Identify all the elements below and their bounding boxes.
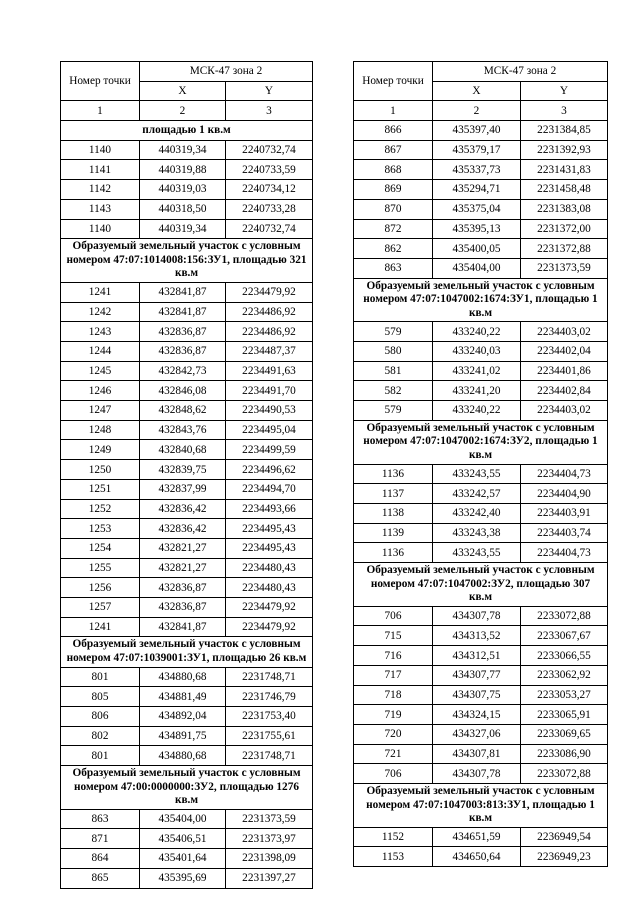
table-row — [354, 121, 608, 141]
y-coordinate-cell: 2234486,92 — [226, 322, 313, 342]
y-coordinate-cell: 2231753,40 — [226, 706, 313, 726]
table-row — [61, 578, 313, 598]
column-number: 3 — [226, 101, 313, 121]
x-coordinate-cell: 434307,78 — [433, 606, 521, 626]
point-number-cell: 580 — [354, 342, 433, 362]
table-row — [61, 180, 313, 200]
y-coordinate-cell: 2234479,92 — [226, 282, 313, 302]
x-coordinate-cell: 432848,62 — [140, 401, 226, 421]
x-coordinate-cell: 434651,59 — [433, 827, 521, 847]
y-coordinate-cell: 2236949,23 — [521, 847, 608, 867]
x-coordinate-cell: 432843,76 — [140, 420, 226, 440]
table-row — [354, 239, 608, 259]
point-number-cell: 1248 — [61, 420, 140, 440]
y-coordinate-cell: 2234402,84 — [521, 381, 608, 401]
table-row — [61, 617, 313, 637]
point-number-cell: 1143 — [61, 199, 140, 219]
y-coordinate-cell: 2234495,04 — [226, 420, 313, 440]
y-coordinate-cell: 2234402,04 — [521, 342, 608, 362]
table-row — [354, 401, 608, 421]
column-number: 1 — [61, 101, 140, 121]
x-coordinate-cell: 435395,69 — [140, 868, 226, 888]
x-coordinate-cell: 434324,15 — [433, 705, 521, 725]
point-number-cell: 720 — [354, 724, 433, 744]
y-coordinate-cell: 2231431,83 — [521, 160, 608, 180]
table-row — [354, 724, 608, 744]
y-coordinate-cell: 2234494,70 — [226, 479, 313, 499]
x-coordinate-cell: 432821,27 — [140, 538, 226, 558]
table-row — [354, 606, 608, 626]
point-number-cell: 1140 — [61, 219, 140, 239]
x-coordinate-cell: 434307,75 — [433, 685, 521, 705]
point-number-cell: 1136 — [354, 543, 433, 563]
y-coordinate-cell: 2233066,55 — [521, 646, 608, 666]
point-number-cell: 1242 — [61, 302, 140, 322]
y-coordinate-cell: 2234490,53 — [226, 401, 313, 421]
x-coordinate-cell: 433241,20 — [433, 381, 521, 401]
point-number-cell: 871 — [61, 829, 140, 849]
table-row — [61, 199, 313, 219]
x-coordinate-cell: 433240,22 — [433, 401, 521, 421]
point-number-cell: 717 — [354, 665, 433, 685]
table-row — [61, 282, 313, 302]
y-coordinate-cell: 2234480,43 — [226, 558, 313, 578]
y-coordinate-cell: 2240733,59 — [226, 160, 313, 180]
table-row — [354, 258, 608, 278]
point-number-cell: 1256 — [61, 578, 140, 598]
point-number-cell: 1245 — [61, 361, 140, 381]
point-number-cell: 706 — [354, 764, 433, 784]
section-title: Образуемый земельный участок с условным номером 47:07:1047003:813:ЗУ1, площадью 1 кв.м — [354, 783, 608, 827]
table-row — [354, 764, 608, 784]
y-coordinate-cell: 2234491,63 — [226, 361, 313, 381]
x-coordinate-cell: 433241,02 — [433, 361, 521, 381]
table-row — [61, 706, 313, 726]
table-row — [354, 484, 608, 504]
section-title: Образуемый земельный участок с условным номером 47:00:0000000:ЗУ2, площадью 1276 кв.м — [61, 765, 313, 809]
x-coordinate-cell: 432841,87 — [140, 282, 226, 302]
crs-header: МСК-47 зона 2 — [433, 62, 608, 82]
point-number-header: Номер точки — [354, 62, 433, 101]
y-coordinate-cell: 2231373,59 — [521, 258, 608, 278]
point-number-cell: 1249 — [61, 440, 140, 460]
point-number-cell: 806 — [61, 706, 140, 726]
point-number-cell: 579 — [354, 401, 433, 421]
table-row — [61, 829, 313, 849]
y-coordinate-cell: 2234403,91 — [521, 503, 608, 523]
point-number-cell: 1138 — [354, 503, 433, 523]
table-row — [61, 140, 313, 160]
point-number-cell: 1152 — [354, 827, 433, 847]
point-number-cell: 805 — [61, 687, 140, 707]
table-row — [354, 665, 608, 685]
coordinates-table-right-body — [354, 62, 608, 867]
table-row — [61, 302, 313, 322]
column-number: 2 — [433, 101, 521, 121]
y-coordinate-cell: 2233072,88 — [521, 606, 608, 626]
y-coordinate-cell: 2234486,92 — [226, 302, 313, 322]
section-title-row — [61, 637, 313, 667]
point-number-cell: 706 — [354, 606, 433, 626]
section-title: Образуемый земельный участок с условным номером 47:07:1047002:ЗУ2, площадью 307 кв.м — [354, 563, 608, 607]
column-number-row — [354, 101, 608, 121]
x-coordinate-cell: 435379,17 — [433, 140, 521, 160]
x-coordinate-cell: 434891,75 — [140, 726, 226, 746]
table-row — [354, 381, 608, 401]
point-number-cell: 1141 — [61, 160, 140, 180]
section-title: площадью 1 кв.м — [61, 121, 313, 141]
point-number-cell: 862 — [354, 239, 433, 259]
y-coordinate-cell: 2231748,71 — [226, 746, 313, 766]
point-number-cell: 1255 — [61, 558, 140, 578]
point-number-cell: 1253 — [61, 519, 140, 539]
crs-header: МСК-47 зона 2 — [140, 62, 313, 82]
point-number-cell: 802 — [61, 726, 140, 746]
section-title: Образуемый земельный участок с условным номером 47:07:1047002:1674:ЗУ2, площадью 1 кв.м — [354, 420, 608, 464]
y-coordinate-cell: 2234493,66 — [226, 499, 313, 519]
table-row — [61, 219, 313, 239]
x-coordinate-cell: 433243,55 — [433, 543, 521, 563]
y-coordinate-cell: 2233065,91 — [521, 705, 608, 725]
table-row — [354, 744, 608, 764]
x-coordinate-cell: 432836,42 — [140, 519, 226, 539]
coordinates-table-left — [60, 61, 313, 889]
table-row — [354, 503, 608, 523]
y-coordinate-cell: 2234479,92 — [226, 597, 313, 617]
point-number-cell: 1241 — [61, 617, 140, 637]
point-number-cell: 716 — [354, 646, 433, 666]
coordinates-table-left-body — [61, 62, 313, 889]
y-coordinate-cell: 2231392,93 — [521, 140, 608, 160]
point-number-cell: 721 — [354, 744, 433, 764]
point-number-cell: 865 — [61, 868, 140, 888]
x-coordinate-cell: 435400,05 — [433, 239, 521, 259]
y-coordinate-cell: 2234495,43 — [226, 519, 313, 539]
y-coordinate-cell: 2234403,74 — [521, 523, 608, 543]
table-row — [354, 464, 608, 484]
point-number-cell: 868 — [354, 160, 433, 180]
table-row — [354, 219, 608, 239]
column-number-row — [61, 101, 313, 121]
x-coordinate-cell: 432836,87 — [140, 578, 226, 598]
y-coordinate-cell: 2231383,08 — [521, 199, 608, 219]
point-number-cell: 1241 — [61, 282, 140, 302]
column-number: 2 — [140, 101, 226, 121]
x-coordinate-cell: 433240,22 — [433, 322, 521, 342]
point-number-cell: 719 — [354, 705, 433, 725]
point-number-cell: 715 — [354, 626, 433, 646]
y-coordinate-cell: 2234401,86 — [521, 361, 608, 381]
x-coordinate-cell: 433242,57 — [433, 484, 521, 504]
point-number-cell: 801 — [61, 667, 140, 687]
y-coordinate-cell: 2231746,79 — [226, 687, 313, 707]
y-coordinate-cell: 2231755,61 — [226, 726, 313, 746]
x-coordinate-cell: 435337,73 — [433, 160, 521, 180]
point-number-cell: 1250 — [61, 460, 140, 480]
x-coordinate-cell: 433243,38 — [433, 523, 521, 543]
x-coordinate-cell: 433243,55 — [433, 464, 521, 484]
table-row — [354, 180, 608, 200]
point-number-cell: 1137 — [354, 484, 433, 504]
y-coordinate-cell: 2240733,28 — [226, 199, 313, 219]
table-row — [61, 342, 313, 362]
point-number-cell: 867 — [354, 140, 433, 160]
y-coordinate-cell: 2233053,27 — [521, 685, 608, 705]
section-title: Образуемый земельный участок с условным номером 47:07:1014008:156:ЗУ1, площадью 321 кв.м — [61, 239, 313, 283]
x-coordinate-cell: 434892,04 — [140, 706, 226, 726]
x-coordinate-cell: 435397,40 — [433, 121, 521, 141]
point-number-cell: 1254 — [61, 538, 140, 558]
y-coordinate-cell: 2231372,00 — [521, 219, 608, 239]
y-coordinate-cell: 2234487,37 — [226, 342, 313, 362]
x-coordinate-cell: 433240,03 — [433, 342, 521, 362]
table-row — [354, 160, 608, 180]
table-row — [61, 160, 313, 180]
x-coordinate-cell: 432842,73 — [140, 361, 226, 381]
point-number-cell: 1243 — [61, 322, 140, 342]
table-row — [61, 538, 313, 558]
x-coordinate-cell: 435404,00 — [433, 258, 521, 278]
y-coordinate-cell: 2231398,09 — [226, 849, 313, 869]
point-number-cell: 1247 — [61, 401, 140, 421]
x-coordinate-cell: 433242,40 — [433, 503, 521, 523]
x-coordinate-cell: 440319,34 — [140, 219, 226, 239]
x-coordinate-cell: 435404,00 — [140, 809, 226, 829]
table-row — [354, 342, 608, 362]
point-number-cell: 582 — [354, 381, 433, 401]
section-title: Образуемый земельный участок с условным номером 47:07:1039001:ЗУ1, площадью 26 кв.м — [61, 637, 313, 667]
table-row — [61, 519, 313, 539]
y-coordinate-cell: 2240732,74 — [226, 219, 313, 239]
point-number-cell: 581 — [354, 361, 433, 381]
y-coordinate-cell: 2233086,90 — [521, 744, 608, 764]
y-coordinate-cell: 2236949,54 — [521, 827, 608, 847]
x-coordinate-cell: 432821,27 — [140, 558, 226, 578]
table-row — [354, 361, 608, 381]
x-coordinate-cell: 440318,50 — [140, 199, 226, 219]
y-coordinate-cell: 2234480,43 — [226, 578, 313, 598]
x-coordinate-cell: 432841,87 — [140, 617, 226, 637]
y-coordinate-cell: 2231372,88 — [521, 239, 608, 259]
x-coordinate-cell: 434307,78 — [433, 764, 521, 784]
column-number: 1 — [354, 101, 433, 121]
table-row — [61, 401, 313, 421]
point-number-cell: 1142 — [61, 180, 140, 200]
x-coordinate-cell: 434880,68 — [140, 746, 226, 766]
x-coordinate-cell: 432841,87 — [140, 302, 226, 322]
table-row — [61, 460, 313, 480]
table-row — [61, 381, 313, 401]
x-coordinate-cell: 432837,99 — [140, 479, 226, 499]
section-title-row — [354, 278, 608, 322]
x-coordinate-cell: 432840,68 — [140, 440, 226, 460]
point-number-cell: 1246 — [61, 381, 140, 401]
y-coordinate-cell: 2234499,59 — [226, 440, 313, 460]
x-coordinate-cell: 435294,71 — [433, 180, 521, 200]
point-number-cell: 718 — [354, 685, 433, 705]
point-number-cell: 1153 — [354, 847, 433, 867]
section-title-row — [354, 420, 608, 464]
y-coordinate-cell: 2234495,43 — [226, 538, 313, 558]
y-coordinate-cell: 2231458,48 — [521, 180, 608, 200]
x-coordinate-cell: 434312,51 — [433, 646, 521, 666]
section-title: Образуемый земельный участок с условным номером 47:07:1047002:1674:ЗУ1, площадью 1 кв.м — [354, 278, 608, 322]
table-row — [61, 667, 313, 687]
y-coordinate-cell: 2234404,73 — [521, 543, 608, 563]
point-number-cell: 864 — [61, 849, 140, 869]
table-row — [354, 140, 608, 160]
table-row — [354, 646, 608, 666]
table-row — [61, 597, 313, 617]
table-row — [354, 827, 608, 847]
point-number-cell: 869 — [354, 180, 433, 200]
point-number-cell: 863 — [354, 258, 433, 278]
x-coordinate-cell: 432836,87 — [140, 597, 226, 617]
x-coordinate-cell: 440319,34 — [140, 140, 226, 160]
y-coordinate-cell: 2234496,62 — [226, 460, 313, 480]
y-coordinate-cell: 2240732,74 — [226, 140, 313, 160]
table-row — [61, 479, 313, 499]
y-coordinate-cell: 2231384,85 — [521, 121, 608, 141]
x-coordinate-cell: 432839,75 — [140, 460, 226, 480]
column-number: 3 — [521, 101, 608, 121]
point-number-cell: 579 — [354, 322, 433, 342]
point-number-cell: 1244 — [61, 342, 140, 362]
y-coordinate-cell: 2234404,90 — [521, 484, 608, 504]
point-number-cell: 872 — [354, 219, 433, 239]
section-title-row — [61, 121, 313, 141]
table-row — [354, 685, 608, 705]
table-row — [61, 558, 313, 578]
y-coordinate-cell: 2233072,88 — [521, 764, 608, 784]
y-coordinate-cell: 2231748,71 — [226, 667, 313, 687]
coordinates-table-right — [353, 61, 608, 867]
y-coordinate-cell: 2234403,02 — [521, 322, 608, 342]
table-row — [354, 705, 608, 725]
y-coordinate-cell: 2231373,59 — [226, 809, 313, 829]
x-coordinate-cell: 434327,06 — [433, 724, 521, 744]
point-number-cell: 863 — [61, 809, 140, 829]
x-coordinate-cell: 435406,51 — [140, 829, 226, 849]
y-coordinate-cell: 2240734,12 — [226, 180, 313, 200]
x-header: X — [140, 81, 226, 101]
table-row — [61, 809, 313, 829]
section-title-row — [61, 239, 313, 283]
x-coordinate-cell: 432846,08 — [140, 381, 226, 401]
table-row — [61, 726, 313, 746]
x-header: X — [433, 81, 521, 101]
point-number-cell: 1140 — [61, 140, 140, 160]
x-coordinate-cell: 435395,13 — [433, 219, 521, 239]
x-coordinate-cell: 434880,68 — [140, 667, 226, 687]
point-number-cell: 1136 — [354, 464, 433, 484]
table-row — [354, 847, 608, 867]
point-number-cell: 866 — [354, 121, 433, 141]
x-coordinate-cell: 432836,87 — [140, 342, 226, 362]
table-row — [61, 499, 313, 519]
table-row — [61, 746, 313, 766]
point-number-cell: 1257 — [61, 597, 140, 617]
header-row — [61, 62, 313, 82]
table-row — [354, 626, 608, 646]
x-coordinate-cell: 435401,64 — [140, 849, 226, 869]
point-number-cell: 870 — [354, 199, 433, 219]
table-row — [61, 361, 313, 381]
table-row — [354, 523, 608, 543]
y-coordinate-cell: 2233067,67 — [521, 626, 608, 646]
table-row — [61, 687, 313, 707]
table-row — [61, 849, 313, 869]
y-coordinate-cell: 2231397,27 — [226, 868, 313, 888]
table-row — [354, 322, 608, 342]
y-coordinate-cell: 2234491,70 — [226, 381, 313, 401]
table-row — [61, 868, 313, 888]
y-coordinate-cell: 2233069,65 — [521, 724, 608, 744]
x-coordinate-cell: 432836,42 — [140, 499, 226, 519]
y-header: Y — [521, 81, 608, 101]
y-coordinate-cell: 2234403,02 — [521, 401, 608, 421]
point-number-cell: 1252 — [61, 499, 140, 519]
point-number-header: Номер точки — [61, 62, 140, 101]
x-coordinate-cell: 435375,04 — [433, 199, 521, 219]
section-title-row — [354, 783, 608, 827]
x-coordinate-cell: 434307,81 — [433, 744, 521, 764]
x-coordinate-cell: 434307,77 — [433, 665, 521, 685]
y-coordinate-cell: 2233062,92 — [521, 665, 608, 685]
y-header: Y — [226, 81, 313, 101]
x-coordinate-cell: 434313,52 — [433, 626, 521, 646]
x-coordinate-cell: 434881,49 — [140, 687, 226, 707]
y-coordinate-cell: 2231373,97 — [226, 829, 313, 849]
table-row — [354, 543, 608, 563]
section-title-row — [61, 765, 313, 809]
table-row — [354, 199, 608, 219]
table-row — [61, 420, 313, 440]
y-coordinate-cell: 2234404,73 — [521, 464, 608, 484]
header-row — [354, 62, 608, 82]
section-title-row — [354, 563, 608, 607]
y-coordinate-cell: 2234479,92 — [226, 617, 313, 637]
x-coordinate-cell: 434650,64 — [433, 847, 521, 867]
point-number-cell: 1139 — [354, 523, 433, 543]
table-row — [61, 440, 313, 460]
x-coordinate-cell: 440319,88 — [140, 160, 226, 180]
table-row — [61, 322, 313, 342]
point-number-cell: 801 — [61, 746, 140, 766]
x-coordinate-cell: 432836,87 — [140, 322, 226, 342]
x-coordinate-cell: 440319,03 — [140, 180, 226, 200]
point-number-cell: 1251 — [61, 479, 140, 499]
